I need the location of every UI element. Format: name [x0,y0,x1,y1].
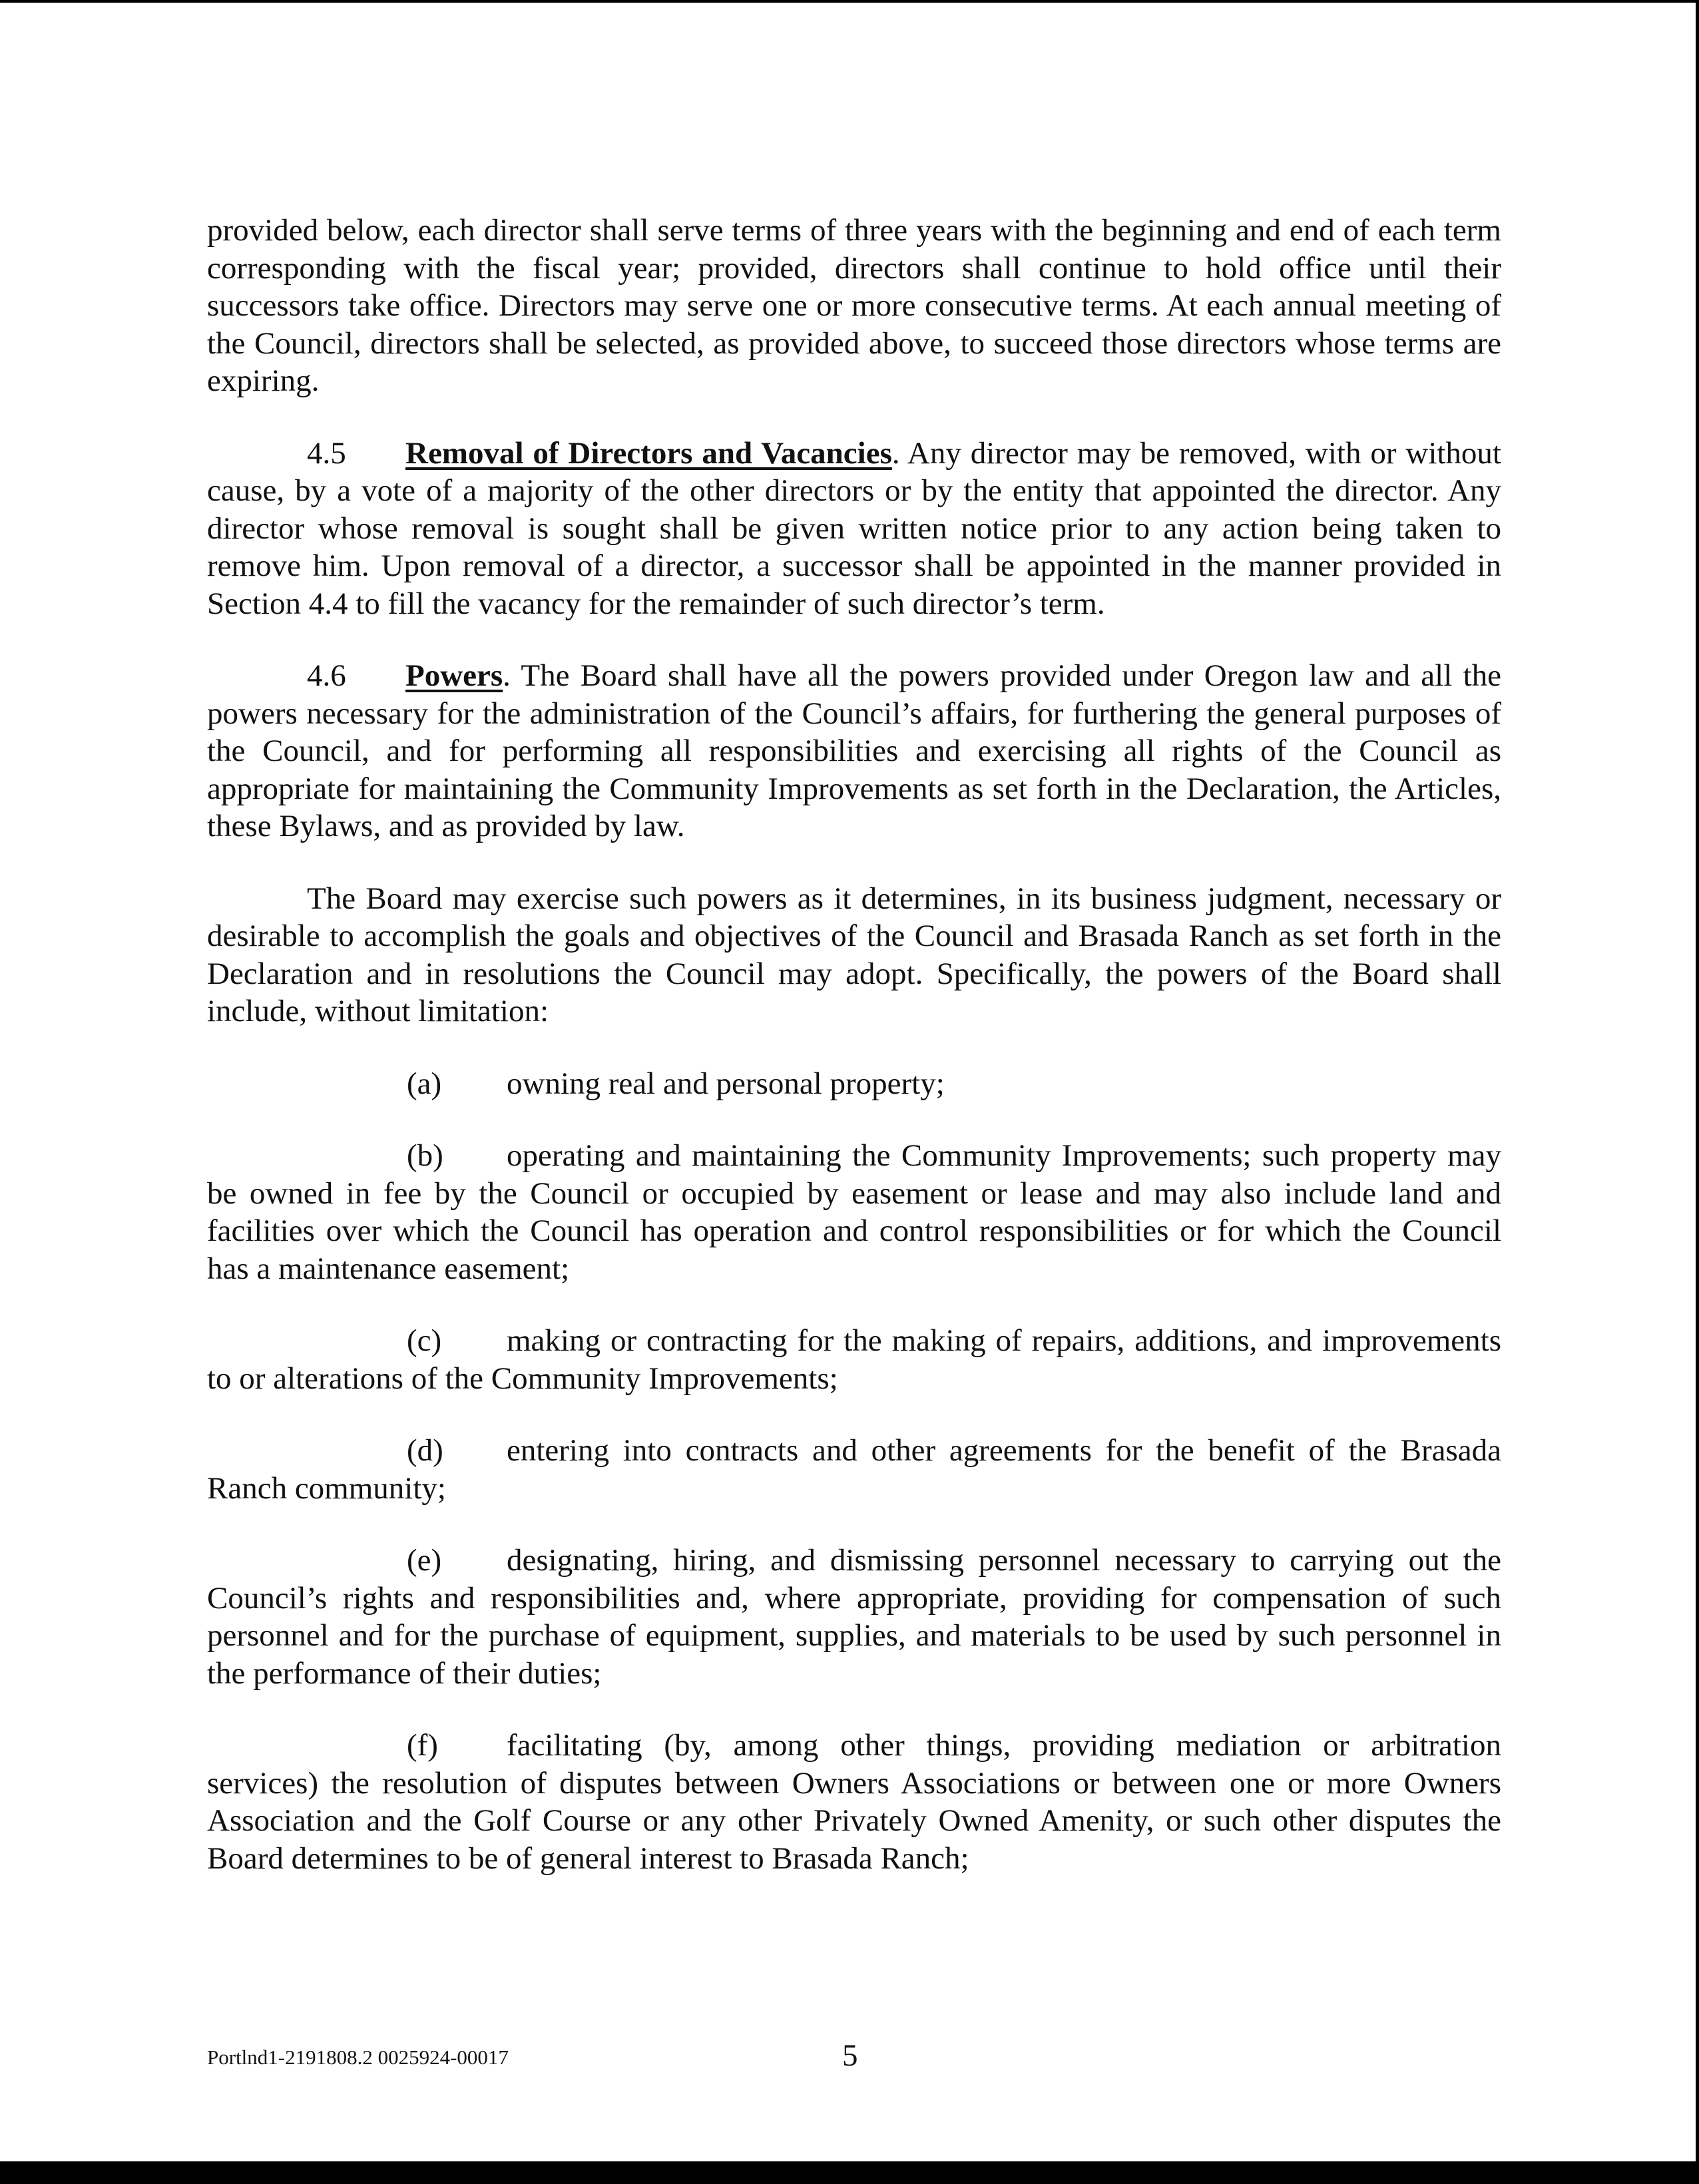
section-heading: Powers [405,658,503,693]
section-number: 4.6 [307,658,346,693]
list-item-letter: (c) [407,1323,442,1358]
list-item-letter: (d) [407,1433,443,1468]
intro-paragraph: provided below, each director shall serve terms of three years with the beginning and end of each term corresponding with the fiscal year; provided, directors shall continue to hold office until their successors take office. Directors may serve one or more consecutive terms. At each annual meeting of the Council, directors shall be selected, as provided above, to succeed those directors whose terms are expiring. [207,213,1501,398]
section-body: . The Board shall have all the powers provided under Oregon law and all the powers necessary for the administration of the Council’s affairs, for furthering the general purposes of the Council, and for performing all responsibilities and exercising all rights of the Council as appropriate for maintaining the Community Improvements as set forth in the Declaration, the Articles, these Bylaws, and as provided by law. [207,658,1501,843]
board-powers-paragraph: The Board may exercise such powers as it determines, in its business judgment, necessary or desirable to accomplish the goals and objectives of the Council and Brasada Ranch as set forth in the Declaration and in resolutions the Council may adopt. Specifically, the powers of the Board shall include, without limitation: [207,881,1501,1028]
list-item [207,1322,1501,1397]
scan-border-right [1696,0,1699,2184]
list-item-text: entering into contracts and other agreements for the benefit of the Brasada Ranch community; [207,1433,1501,1506]
list-item [207,1542,1501,1692]
section-heading: Removal of Directors and Vacancies [405,435,892,471]
list-item-letter: (a) [407,1066,442,1101]
document-body [207,212,1501,1912]
section-4-5 [207,435,1501,623]
footer-document-reference: Portlnd1-2191808.2 0025924-00017 [207,2046,509,2069]
list-item-text: facilitating (by, among other things, providing mediation or arbitration services) the resolution of disputes between Owners Associations or between one or more Owners Association and the Golf Course or any other Privately Owned Amenity, or such other disputes the Board determines to be of general interest to Brasada Ranch; [207,1728,1501,1876]
section-body: . Any director may be removed, with or without cause, by a vote of a majority of the other directors or by the entity that appointed the director. Any director whose removal is sought shall be given written notice prior to any action being taken to remove him. Upon removal of a director, a successor shall be appointed in the manner provided in Section 4.4 to fill the vacancy for the remainder of such director’s term. [207,435,1501,621]
list-item-letter: (e) [407,1543,442,1578]
list-item-text: designating, hiring, and dismissing personnel necessary to carrying out the Council’s rights and responsibilities and, where appropriate, providing for compensation of such personnel and for the purchase of equipment, supplies, and materials to be used by such personnel in the performance of their duties; [207,1543,1501,1691]
list-item [207,1432,1501,1507]
section-4-6 [207,657,1501,845]
scan-border-top [0,0,1699,3]
list-item-text: making or contracting for the making of repairs, additions, and improvements to or alterations of the Community Improvements; [207,1323,1501,1396]
section-number: 4.5 [307,435,346,471]
list-item [207,1137,1501,1287]
list-item-letter: (f) [407,1728,438,1763]
list-item-text: operating and maintaining the Community Improvements; such property may be owned in fee by the Council or occupied by easement or lease and may also include land and facilities over which the Council has operation and control responsibilities or for which the Council has a maintenance easement; [207,1138,1501,1286]
list-item-letter: (b) [407,1138,443,1173]
list-item [207,1065,1501,1103]
list-item-text: owning real and personal property; [507,1066,945,1101]
scan-border-bottom [0,2161,1699,2184]
list-item [207,1727,1501,1877]
page-number: 5 [842,2038,858,2073]
